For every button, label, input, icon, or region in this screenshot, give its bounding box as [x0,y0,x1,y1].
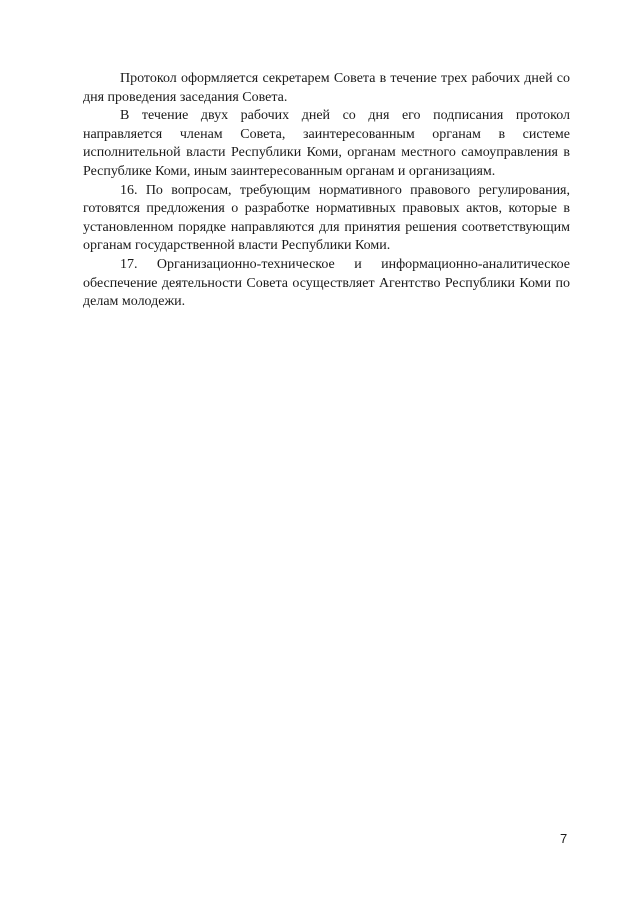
paragraph-protocol-preparation: Протокол оформляется секретарем Совета в течение трех рабочих дней со дня проведения заседания Совета. [83,71,570,105]
document-body [83,70,570,312]
page-number: 7 [560,831,568,846]
paragraph-item-17: 17. Организационно-техническое и информационно-аналитическое обеспечение деятельности Совета осуществляет Агентство Республики Коми по делам молодежи. [83,256,570,310]
paragraph-protocol-distribution: В течение двух рабочих дней со дня его подписания протокол направляется членам Совета, заинтересованным органам в системе исполнительной власти Республики Коми, органам местного самоуправления в Республике Коми, иным заинтересованным органам и организациям. [83,108,570,179]
paragraph-item-16: 16. По вопросам, требующим нормативного правового регулирования, готовятся предложения о разработке нормативных правовых актов, которые в установленном порядке направляются для принятия решения соответствующим органам государственной власти Республики Коми. [83,182,570,254]
